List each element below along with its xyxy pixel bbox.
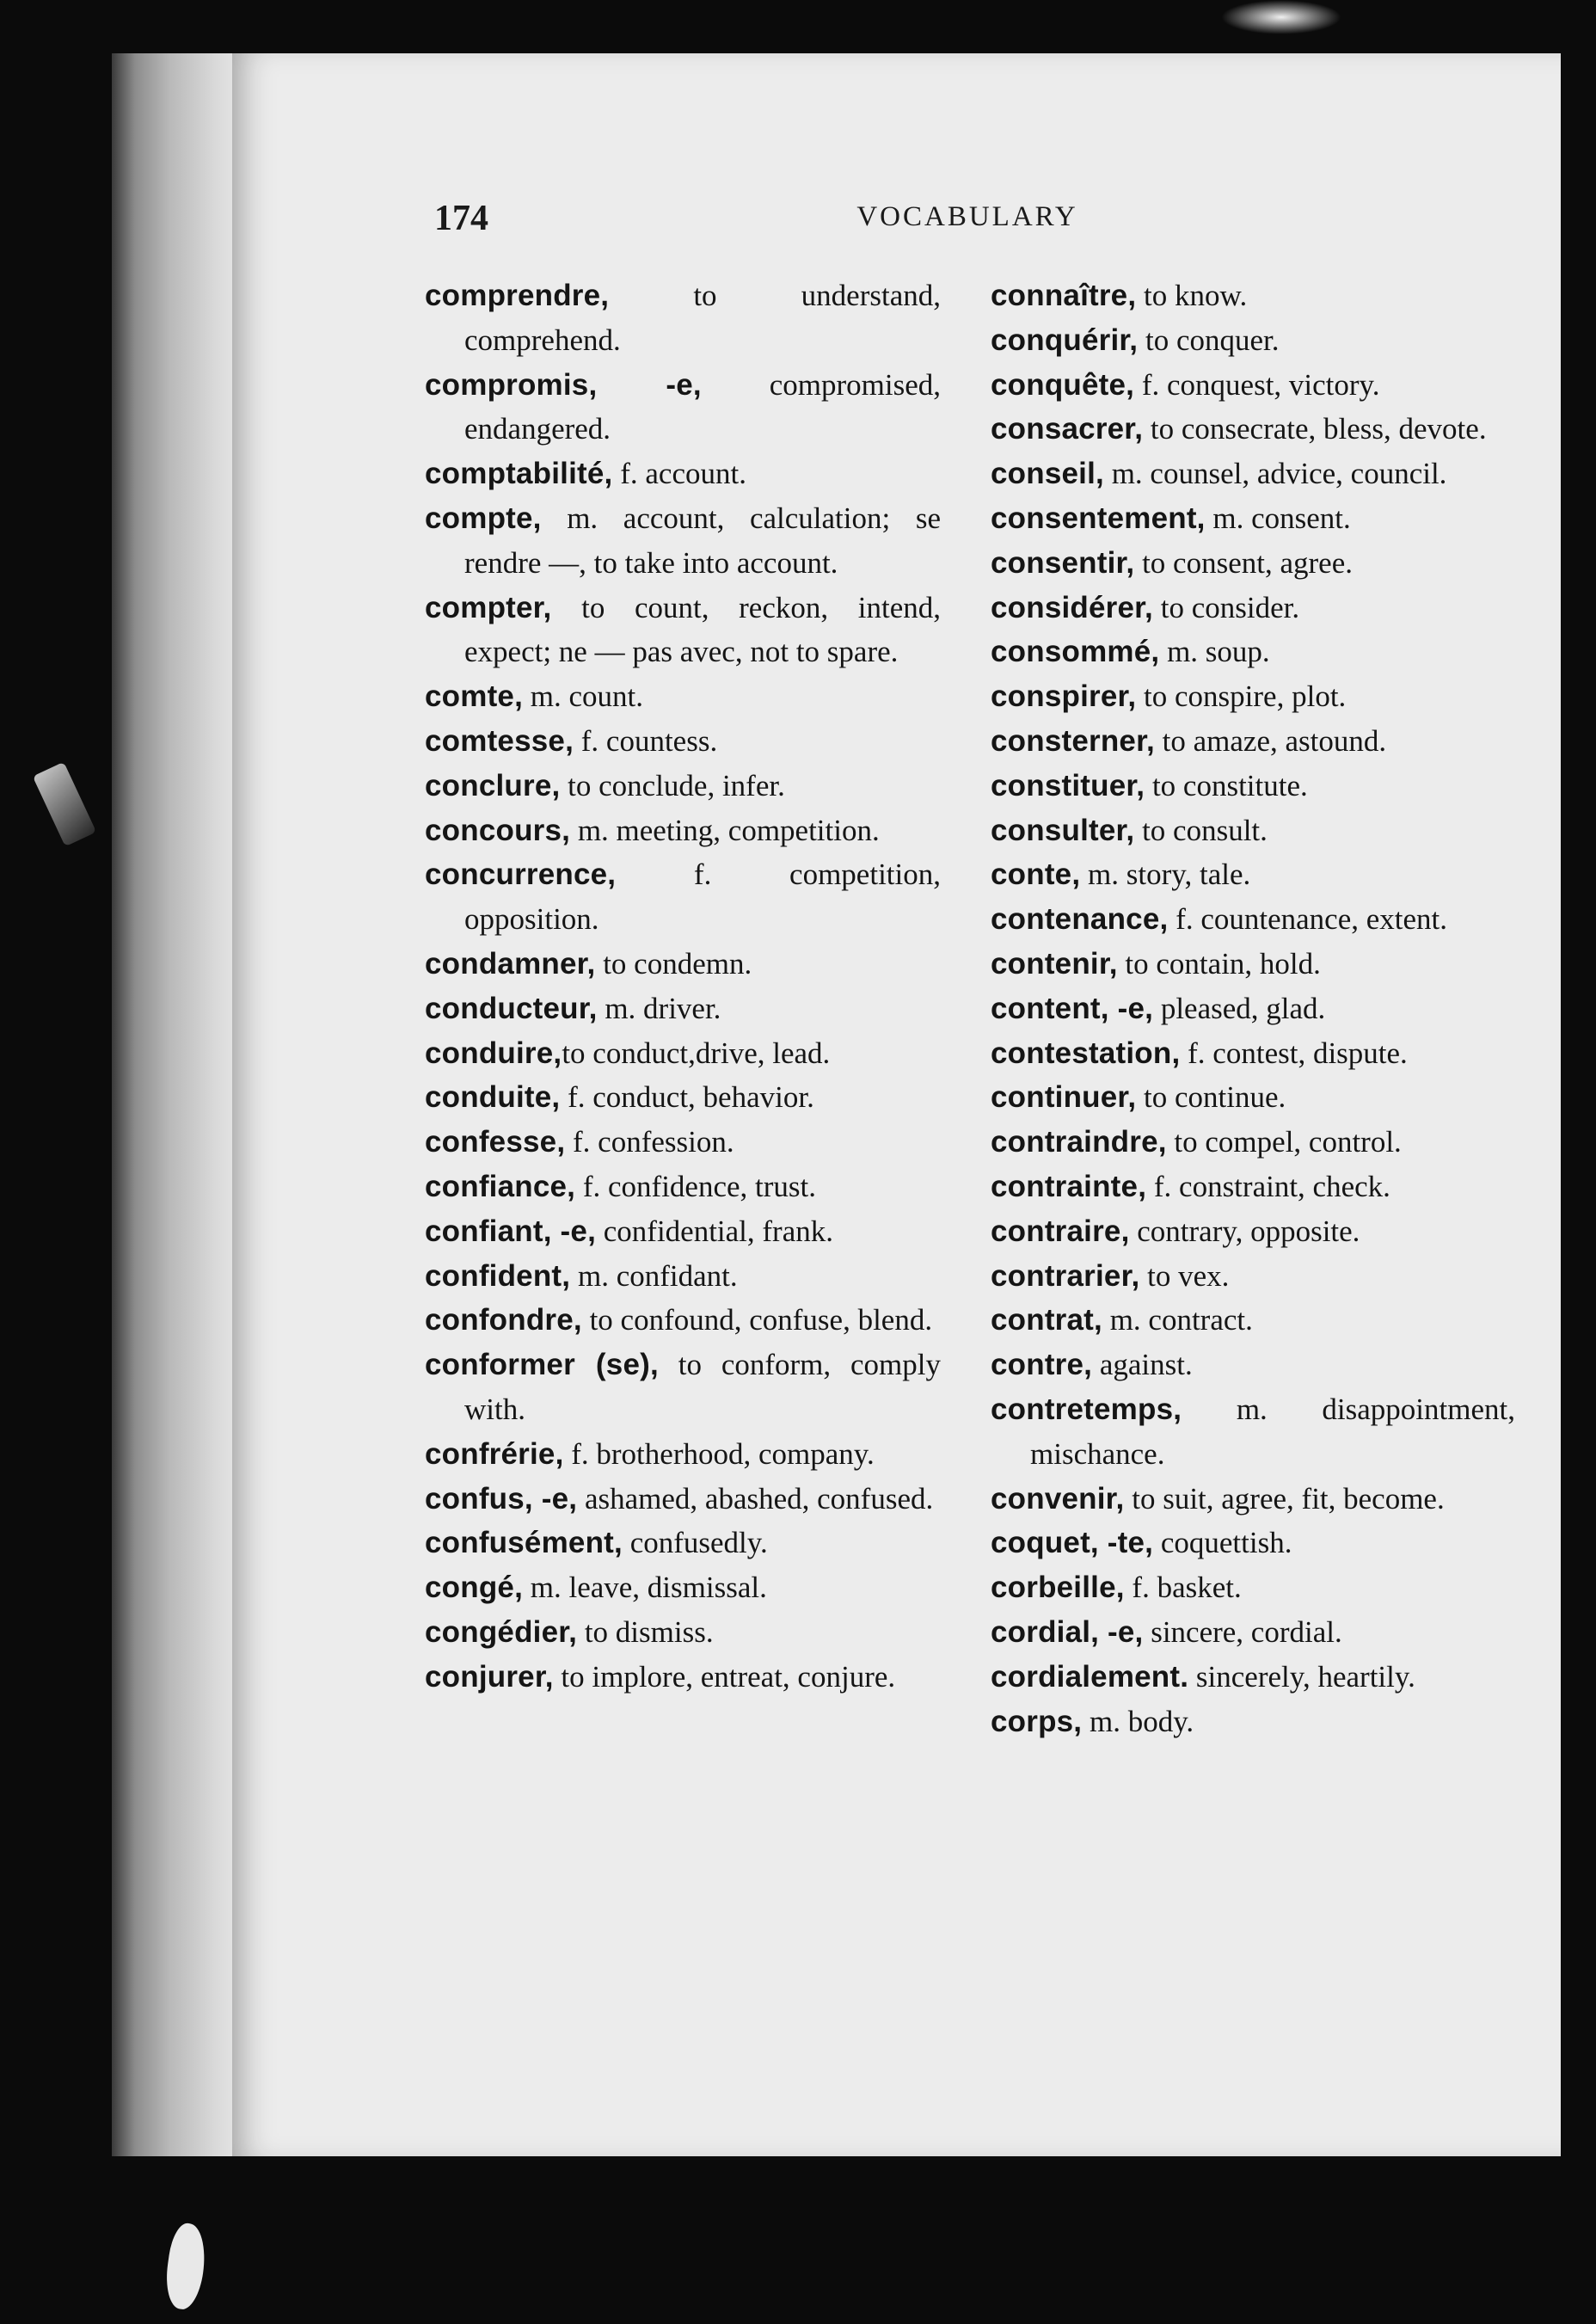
headword: conduite, [425, 1080, 561, 1115]
headword: confrérie, [425, 1436, 564, 1471]
vocabulary-entry [425, 1165, 941, 1209]
headword: contrainte, [991, 1169, 1147, 1203]
vocabulary-entry [991, 1209, 1515, 1254]
vocabulary-entry [991, 541, 1515, 586]
book-spine-shadow [112, 53, 241, 2156]
vocabulary-entry [991, 452, 1515, 496]
vocabulary-entry [991, 496, 1515, 541]
definition: compromised, endangered. [464, 367, 941, 446]
vocabulary-entry [425, 764, 941, 808]
light-glare [1221, 0, 1341, 34]
headword: confiant, -e, [425, 1214, 596, 1248]
vocabulary-entry [991, 719, 1515, 764]
headword: confident, [425, 1258, 571, 1293]
vocabulary-entry [991, 1700, 1515, 1744]
headword: congédier, [425, 1614, 578, 1649]
vocabulary-entry [991, 1254, 1515, 1299]
headword: contrat, [991, 1303, 1102, 1337]
headword: confusément, [425, 1526, 623, 1560]
vocabulary-entry [425, 1521, 941, 1565]
vocabulary-entry [991, 1521, 1515, 1565]
definition: m. soup. [1159, 635, 1270, 669]
vocabulary-entry [425, 1655, 941, 1700]
definition: sincere, cordial. [1143, 1614, 1342, 1649]
vocabulary-entry [425, 274, 941, 363]
definition: f. brotherhood, company. [563, 1436, 875, 1471]
headword: consommé, [991, 635, 1160, 669]
vocabulary-entry [991, 808, 1515, 853]
definition: to amaze, astound. [1154, 723, 1387, 758]
definition: m. account, calculation; se rendre —, to take into account. [464, 501, 941, 580]
definition: to consider. [1152, 590, 1300, 624]
definition: to consent, agree. [1134, 545, 1353, 580]
headword: condamner, [425, 946, 596, 981]
vocabulary-entry [991, 586, 1515, 630]
vocabulary-entry [991, 363, 1515, 408]
definition: m. confidant. [570, 1258, 738, 1293]
definition: f. constraint, check. [1146, 1169, 1390, 1203]
vocabulary-column-left [425, 274, 941, 1700]
headword: cordial, -e, [991, 1614, 1144, 1649]
headword: comprendre, [425, 279, 610, 312]
headword: contestation, [991, 1036, 1181, 1070]
definition: f. countenance, extent. [1168, 902, 1448, 937]
definition: f. countess. [574, 723, 718, 758]
definition: m. disappointment, mischance. [1030, 1392, 1515, 1471]
vocabulary-entry [425, 1610, 941, 1655]
vocabulary-entry [991, 1565, 1515, 1610]
headword: comptabilité, [425, 457, 613, 491]
headword: conducteur, [425, 991, 598, 1025]
vocabulary-entry [991, 1477, 1515, 1522]
page-number: 174 [434, 199, 488, 238]
vocabulary-entry [425, 808, 941, 853]
headword: conformer (se), [425, 1348, 659, 1382]
headword: coquet, -te, [991, 1526, 1154, 1560]
headword: confus, -e, [425, 1481, 578, 1516]
headword: conjurer, [425, 1659, 554, 1694]
background-mark [162, 2222, 210, 2312]
definition: to understand, comprehend. [464, 279, 941, 357]
headword: contraindre, [991, 1125, 1167, 1159]
definition: to know. [1136, 279, 1248, 312]
definition: contrary, opposite. [1129, 1214, 1360, 1248]
headword: contenance, [991, 902, 1169, 937]
headword: conseil, [991, 457, 1104, 491]
headword: confondre, [425, 1303, 582, 1337]
vocabulary-entry [991, 1075, 1515, 1120]
headword: continuer, [991, 1080, 1137, 1115]
headword: consentement, [991, 501, 1206, 535]
headword: convenir, [991, 1481, 1125, 1516]
headword: conspirer, [991, 679, 1137, 714]
vocabulary-entry [425, 1209, 941, 1254]
vocabulary-entry [425, 719, 941, 764]
headword: confiance, [425, 1169, 576, 1203]
headword: content, -e, [991, 991, 1154, 1025]
headword: contrarier, [991, 1258, 1140, 1293]
headword: considérer, [991, 590, 1153, 624]
vocabulary-entry [991, 1610, 1515, 1655]
definition: confusedly. [622, 1526, 768, 1560]
vocabulary-entry [425, 1031, 941, 1076]
vocabulary-entry [991, 630, 1515, 674]
definition: f. account. [612, 457, 746, 491]
vocabulary-entry [991, 407, 1515, 452]
definition: to conduct,drive, lead. [562, 1036, 831, 1070]
definition: to consecrate, bless, devote. [1143, 412, 1487, 446]
headword: contenir, [991, 946, 1118, 981]
headword: consacrer, [991, 412, 1144, 446]
definition: to constitute. [1145, 768, 1308, 802]
vocabulary-entry [991, 942, 1515, 987]
vocabulary-entry [425, 496, 941, 586]
definition: m. leave, dismissal. [523, 1571, 767, 1605]
headword: confesse, [425, 1125, 566, 1159]
vocabulary-entry [991, 274, 1515, 318]
vocabulary-entry [991, 987, 1515, 1031]
definition: pleased, glad. [1153, 991, 1326, 1025]
vocabulary-entry [991, 1120, 1515, 1165]
headword: corps, [991, 1704, 1083, 1738]
definition: to count, reckon, intend, expect; ne — pas avec, not to spare. [464, 590, 941, 669]
headword: contretemps, [991, 1392, 1182, 1426]
headword: cordialement. [991, 1659, 1189, 1694]
definition: f. confession. [565, 1125, 734, 1159]
definition: to continue. [1136, 1080, 1286, 1115]
vocabulary-entry [425, 452, 941, 496]
vocabulary-entry [991, 674, 1515, 719]
headword: consentir, [991, 545, 1135, 580]
definition: m. meeting, competition. [570, 813, 880, 847]
vocabulary-entry [991, 1343, 1515, 1387]
definition: f. contest, dispute. [1180, 1036, 1408, 1070]
page-header [434, 198, 1501, 249]
vocabulary-entry [991, 852, 1515, 897]
vocabulary-entry [425, 674, 941, 719]
definition: f. conduct, behavior. [560, 1080, 814, 1115]
headword: constituer, [991, 768, 1145, 802]
definition: m. counsel, advice, council. [1103, 457, 1447, 491]
vocabulary-entry [425, 1432, 941, 1477]
headword: conduire, [425, 1036, 562, 1070]
vocabulary-entry [991, 764, 1515, 808]
definition: against. [1092, 1348, 1193, 1382]
definition: f. conquest, victory. [1134, 367, 1380, 402]
vocabulary-entry [425, 1254, 941, 1299]
vocabulary-entry [991, 318, 1515, 363]
vocabulary-entry [991, 1655, 1515, 1700]
vocabulary-entry [425, 1343, 941, 1432]
vocabulary-entry [991, 1298, 1515, 1343]
definition: sincerely, heartily. [1188, 1659, 1415, 1694]
definition: m. consent. [1205, 501, 1351, 535]
headword: conclure, [425, 768, 561, 802]
headword: compromis, -e, [425, 367, 702, 402]
headword: connaître, [991, 279, 1137, 312]
vocabulary-entry [425, 1120, 941, 1165]
definition: coquettish. [1153, 1526, 1292, 1560]
headword: conquête, [991, 367, 1135, 402]
definition: m. contract. [1102, 1303, 1253, 1337]
vocabulary-entry [991, 1165, 1515, 1209]
definition: m. driver. [597, 991, 721, 1025]
definition: to consult. [1134, 813, 1268, 847]
headword: conquérir, [991, 323, 1139, 357]
headword: consulter, [991, 813, 1135, 847]
definition: to vex. [1139, 1258, 1230, 1293]
definition: to condemn. [595, 946, 752, 981]
definition: f. competition, opposition. [464, 858, 941, 937]
definition: to implore, entreat, conjure. [553, 1659, 896, 1694]
vocabulary-entry [425, 1075, 941, 1120]
headword: comtesse, [425, 723, 574, 758]
background-mark [33, 762, 96, 846]
vocabulary-entry [425, 363, 941, 452]
vocabulary-entry [425, 1477, 941, 1522]
headword: conte, [991, 858, 1081, 892]
vocabulary-entry [425, 1298, 941, 1343]
definition: to contain, hold. [1117, 946, 1321, 981]
vocabulary-entry [425, 1565, 941, 1610]
vocabulary-column-right [991, 274, 1515, 1743]
definition: m. story, tale. [1080, 858, 1251, 892]
definition: to dismiss. [577, 1614, 714, 1649]
vocabulary-entry [425, 852, 941, 942]
headword: concours, [425, 813, 571, 847]
definition: confidential, frank. [596, 1214, 834, 1248]
definition: to conspire, plot. [1136, 679, 1347, 714]
headword: corbeille, [991, 1571, 1125, 1605]
definition: to suit, agree, fit, become. [1124, 1481, 1445, 1516]
definition: m. count. [523, 679, 643, 714]
vocabulary-entry [991, 1387, 1515, 1477]
headword: congé, [425, 1571, 523, 1605]
headword: concurrence, [425, 858, 617, 892]
headword: compter, [425, 590, 552, 624]
definition: to confound, confuse, blend. [581, 1303, 933, 1337]
headword: contre, [991, 1348, 1093, 1382]
vocabulary-entry [425, 586, 941, 675]
headword: compte, [425, 501, 542, 535]
vocabulary-entry [991, 1031, 1515, 1076]
definition: to conform, comply with. [464, 1348, 941, 1426]
vocabulary-entry [425, 987, 941, 1031]
definition: to compel, control. [1166, 1125, 1402, 1159]
vocabulary-entry [425, 942, 941, 987]
definition: f. basket. [1124, 1571, 1242, 1605]
vocabulary-entry [991, 897, 1515, 942]
definition: to conquer. [1138, 323, 1280, 357]
definition: ashamed, abashed, confused. [577, 1481, 934, 1516]
definition: m. body. [1082, 1704, 1194, 1738]
definition: to conclude, infer. [560, 768, 785, 802]
headword: comte, [425, 679, 524, 714]
headword: contraire, [991, 1214, 1130, 1248]
running-head: VOCABULARY [856, 201, 1078, 232]
definition: f. confidence, trust. [575, 1169, 817, 1203]
headword: consterner, [991, 723, 1155, 758]
